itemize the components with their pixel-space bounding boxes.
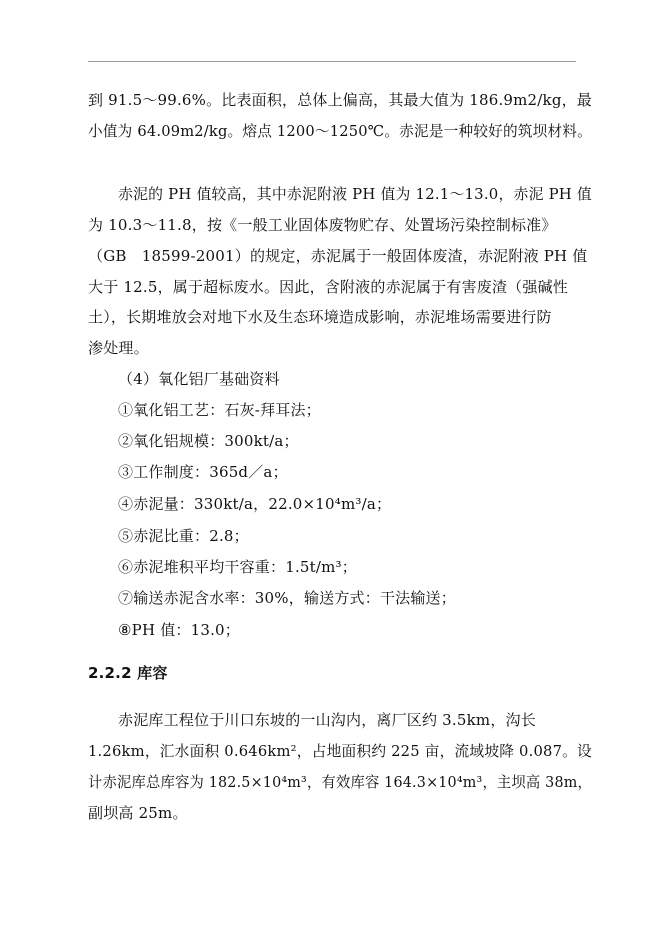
list-item: ①氧化铝工艺：石灰-拜耳法； [118,401,321,419]
list-item: ⑧PH 值：13.0； [118,621,240,639]
para3-line-2: 1.26km，汇水面积 0.646km²，占地面积约 225 亩，流域坡降 0.087。设 [88,742,592,760]
para3-line-1: 赤泥库工程位于川口东坡的一山沟内，离厂区约 3.5km，沟长 [118,711,536,729]
list-item: ③工作制度：365d／a； [118,463,288,481]
para2-line-6: 渗处理。 [88,339,149,357]
para2-line-2: 为 10.3～11.8，按《一般工业固体废物贮存、处置场污染控制标准》 [88,216,557,234]
para1-line-2: 小值为 64.09m2/kg。熔点 1200～1250℃。赤泥是一种较好的筑坝材料。 [88,122,592,140]
para3-line-3: 计赤泥库总库容为 182.5×10⁴m³，有效库容 164.3×10⁴m³，主坝高 38m， [88,773,592,791]
list-item: ②氧化铝规模：300kt/a； [118,432,299,450]
para1-line-1: 到 91.5～99.6%。比表面积，总体上偏高，其最大值为 186.9m2/kg，最 [88,91,592,109]
list-item: ⑦输送赤泥含水率：30%，输送方式：干法输送； [118,589,456,607]
section-heading: 2.2.2 库容 [88,664,168,682]
list-item: ④赤泥量：330kt/a，22.0×10⁴m³/a； [118,495,392,513]
para2-line-4: 大于 12.5，属于超标废水。因此，含附液的赤泥属于有害废渣（强碱性 [88,278,568,296]
para2-line-3: （GB 18599-2001）的规定，赤泥属于一般固体废渣，赤泥附液 PH 值 [88,247,588,265]
para2-line-1: 赤泥的 PH 值较高，其中赤泥附液 PH 值为 12.1～13.0，赤泥 PH 值 [118,185,592,203]
para2-line-5: 土），长期堆放会对地下水及生态环境造成影响，赤泥堆场需要进行防 [88,308,552,326]
list-item: ⑤赤泥比重：2.8； [118,527,249,545]
list-item: ⑥赤泥堆积平均干容重：1.5t/m³； [118,558,357,576]
subsection-title: （4）氧化铝厂基础资料 [118,370,280,388]
header-rule [88,61,576,62]
para3-line-4: 副坝高 25m。 [88,804,188,822]
